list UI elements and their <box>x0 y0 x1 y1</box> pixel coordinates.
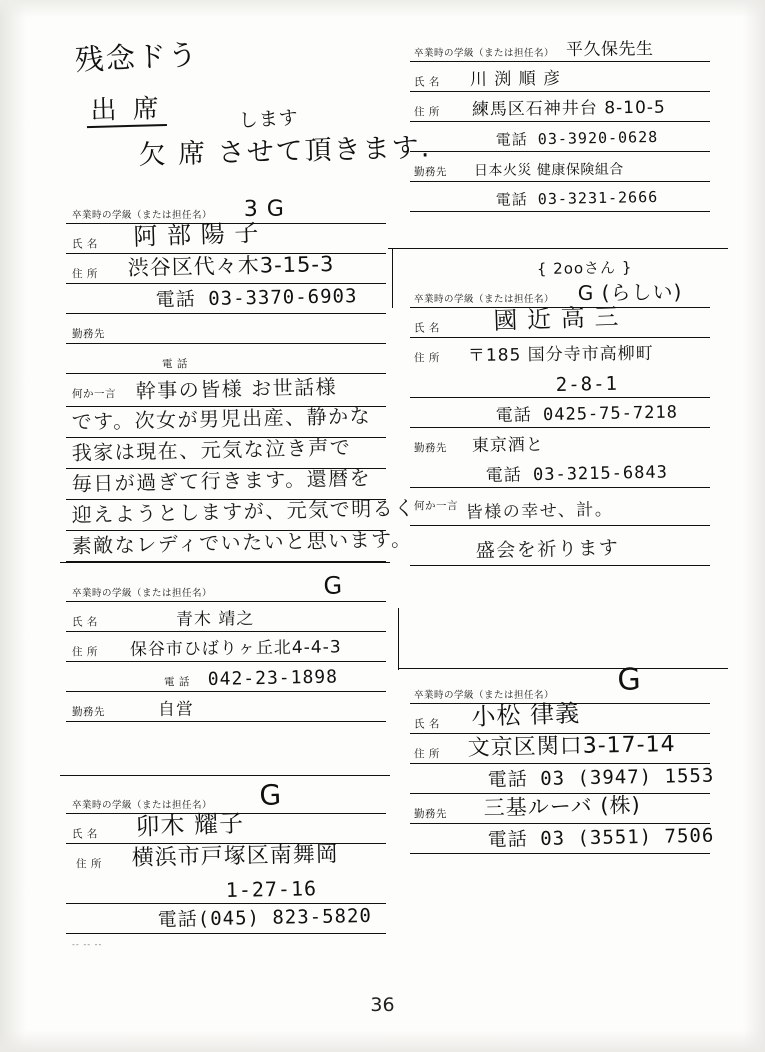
scan-edge-bottom <box>0 1030 765 1052</box>
field-workplace <box>66 320 386 350</box>
rule-name <box>410 337 710 338</box>
value-address: 練馬区石神井台 8-10-5 <box>471 97 666 120</box>
value-address: 文京区関口3-17-14 <box>467 732 676 762</box>
value-name: 卯木 耀子 <box>134 809 245 842</box>
label-name: 氏 名 <box>72 616 98 628</box>
label-class: 卒業時の学級（または担任名） <box>72 588 213 599</box>
field-workplace <box>66 698 386 728</box>
label-workplace-phone: 電 話 <box>162 358 188 370</box>
value-phone: 電話 03-3920-0628 <box>495 127 659 150</box>
comment-text: 皆様の幸せ、計。 <box>465 499 614 523</box>
field-workplace-phone <box>410 824 715 860</box>
entry-komatsu <box>410 662 715 860</box>
value-phone: 電話(045) 823-5820 <box>157 904 373 932</box>
divider-right-mid <box>398 668 728 669</box>
rule-class <box>66 601 386 602</box>
value-workplace-phone: 電話 03-3215-6843 <box>485 462 669 486</box>
value-class: 3 G <box>243 196 286 222</box>
value-class: G <box>323 571 344 600</box>
comment-line <box>410 530 710 570</box>
margin-smudge: -- -- -- <box>72 940 103 949</box>
comment-text: 幹事の皆様 お世話様 <box>135 374 338 404</box>
label-phone: 電 話 <box>164 676 190 688</box>
value-phone: 電話 03-3370-6903 <box>155 285 358 312</box>
label-name: 氏 名 <box>414 322 440 334</box>
comment-text: 毎日が過ぎて行きます。還暦を <box>71 465 372 497</box>
label-workplace: 勤務先 <box>414 166 447 178</box>
label-class: 卒業時の学級（または担任名） <box>414 48 555 59</box>
rule-comment <box>410 565 710 566</box>
label-workplace: 勤務先 <box>72 706 105 718</box>
value-address: 〒185 国分寺市高柳町 <box>467 343 654 366</box>
label-address: 住 所 <box>76 858 102 870</box>
label-address: 住 所 <box>414 748 440 760</box>
label-workplace: 勤務先 <box>414 808 447 820</box>
rule-workplace-phone <box>410 853 710 854</box>
field-address <box>410 344 710 374</box>
rule-class <box>410 61 710 62</box>
field-comment <box>66 374 416 566</box>
rule-comment <box>410 525 710 526</box>
label-address: 住 所 <box>414 106 440 118</box>
label-name: 氏 名 <box>72 238 98 250</box>
label-comment: 何か一言 <box>72 388 116 400</box>
label-address: 住 所 <box>414 352 440 364</box>
comment-text: 盛会を祈ります <box>475 536 620 563</box>
value-class: 平久保先生 <box>565 39 654 60</box>
bracket-note: { 2ooさん } <box>536 258 633 279</box>
value-workplace: 自営 <box>157 699 194 720</box>
label-workplace: 勤務先 <box>72 328 105 340</box>
value-name: 小松 律義 <box>470 699 581 732</box>
scan-edge-top <box>0 0 765 18</box>
entry-unoki-yoko <box>66 778 386 940</box>
label-class: 卒業時の学級（または担任名） <box>72 210 213 221</box>
label-comment: 何か一言 <box>414 500 458 512</box>
divider-vertical-center <box>392 248 393 308</box>
entry-aoki <box>66 571 386 728</box>
rule-workplace <box>66 343 386 344</box>
heading-strikethrough-attend: 出 席 <box>90 88 164 160</box>
rule-workplace <box>66 721 386 722</box>
field-workplace-phone <box>410 188 710 218</box>
value-class: G <box>616 662 643 698</box>
heading-small-shimasu: します <box>238 106 300 132</box>
label-workplace: 勤務先 <box>414 442 447 454</box>
heading-line-2: 欠 席 させて頂きます. <box>138 132 432 171</box>
value-address-line2: 1-27-16 <box>225 876 318 902</box>
rule-workplace <box>410 181 710 182</box>
label-class: 卒業時の学級（または担任名） <box>72 800 213 811</box>
field-workplace-phone <box>410 464 710 494</box>
label-name: 氏 名 <box>414 76 440 88</box>
comment-text: 我家は現在、元気な泣き声で <box>71 435 352 466</box>
rule-workplace-phone <box>410 211 710 212</box>
rule-phone <box>66 313 386 314</box>
page-number: 36 <box>370 994 395 1016</box>
rule-comment <box>66 561 386 562</box>
label-address: 住 所 <box>72 268 98 280</box>
value-phone: 電話 0425-75-7218 <box>495 402 679 426</box>
field-phone <box>410 128 710 158</box>
rule-phone <box>410 151 710 152</box>
value-phone: 042-23-1898 <box>207 666 339 690</box>
value-workplace-phone: 電話 03 (3551) 7506 <box>487 824 715 852</box>
comment-text: 迎えようとしますが、元気で明るく <box>71 495 416 528</box>
field-address <box>66 638 386 668</box>
comment-text: 素敵なレディでいたいと思います。 <box>71 526 413 559</box>
label-class: 卒業時の学級（または担任名） <box>414 294 555 305</box>
value-name: 國 近 高 三 <box>492 302 620 336</box>
value-address: 渋谷区代々木3-15-3 <box>127 252 335 281</box>
value-name: 青木 靖之 <box>175 609 255 630</box>
label-address: 住 所 <box>72 646 98 658</box>
value-workplace: 日本火災 健康保険組合 <box>473 161 624 180</box>
entry-abe-yoko <box>66 196 416 566</box>
value-address: 横浜市戸塚区南舞岡 <box>131 842 339 872</box>
value-name: 川 渕 順 彦 <box>469 68 562 90</box>
value-workplace: 三基ルーバ (株) <box>483 792 641 821</box>
rule-phone <box>66 933 386 934</box>
value-name: 阿 部 陽 子 <box>132 218 260 252</box>
entry-kunichika <box>410 258 710 570</box>
value-address-line2: 2-8-1 <box>555 372 619 396</box>
divider-right-top <box>388 248 728 249</box>
field-address <box>410 98 710 128</box>
label-name: 氏 名 <box>72 828 98 840</box>
rule-phone <box>66 691 386 692</box>
comment-line <box>66 526 413 566</box>
divider-left-mid-2 <box>60 775 390 776</box>
scan-edge-left <box>0 0 26 1052</box>
rule-workplace-phone <box>410 487 710 488</box>
heading-line-1: 残念ドう <box>74 37 200 77</box>
value-workplace-phone: 電話 03-3231-2666 <box>495 187 659 210</box>
label-name: 氏 名 <box>414 718 440 730</box>
field-workplace <box>410 158 710 188</box>
field-phone <box>66 904 386 940</box>
value-phone: 電話 03 (3947) 1553 <box>487 764 715 792</box>
rule-phone <box>410 427 710 428</box>
field-phone <box>66 668 386 698</box>
field-comment <box>410 494 710 570</box>
value-address: 保谷市ひばりヶ丘北4-4-3 <box>129 637 342 660</box>
field-phone <box>66 285 386 320</box>
rule-address <box>66 661 386 662</box>
label-class: 卒業時の学級（または担任名） <box>414 690 555 701</box>
field-address <box>66 842 386 880</box>
entry-kawabuchi <box>410 38 710 218</box>
comment-line <box>410 494 710 530</box>
comment-text: です。次女が男児出産、静かな <box>71 403 372 435</box>
field-phone <box>410 404 710 434</box>
rule-address <box>410 121 710 122</box>
divider-vertical-center-2 <box>398 608 399 670</box>
scan-edge-right <box>743 0 765 1052</box>
value-workplace: 東京酒と <box>471 435 544 456</box>
value-class: G <box>258 778 283 812</box>
value-class: G (らしい) <box>577 279 683 306</box>
